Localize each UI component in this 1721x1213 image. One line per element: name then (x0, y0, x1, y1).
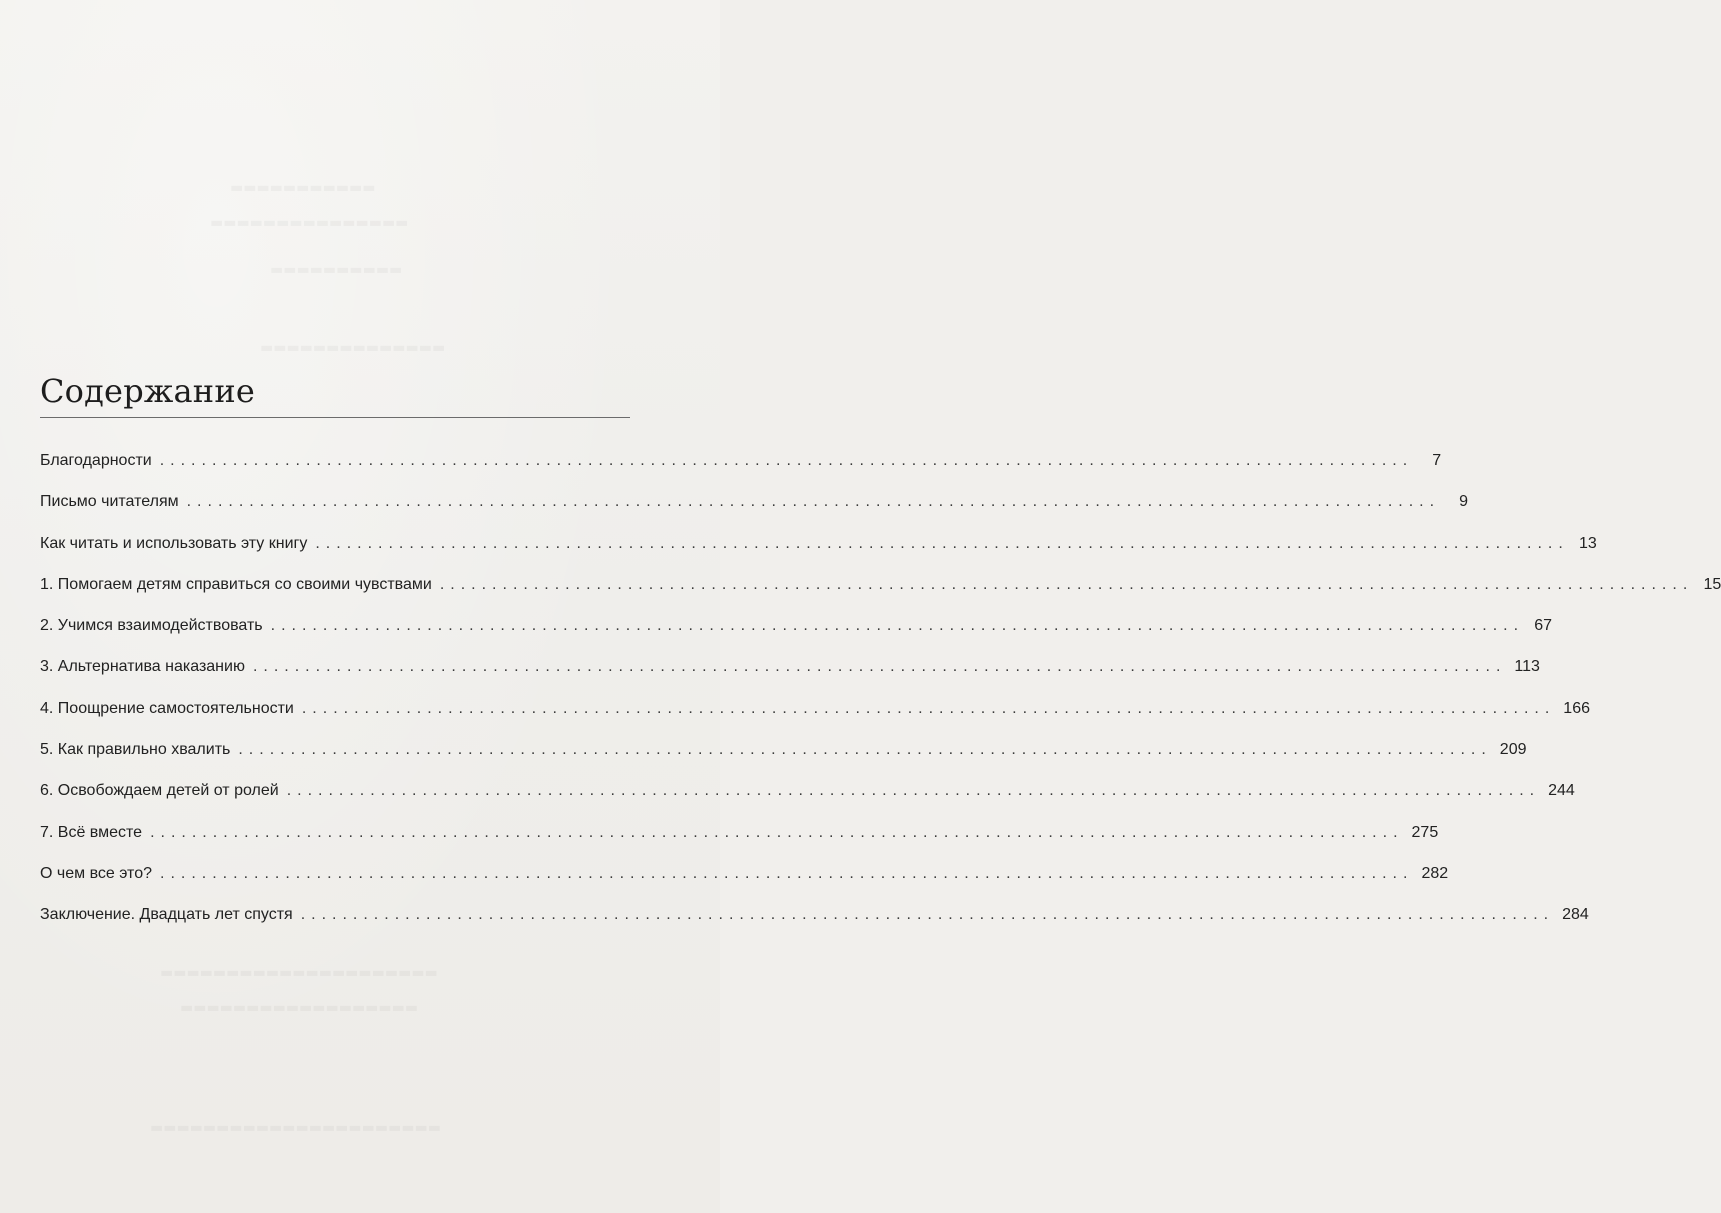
toc-entry[interactable] (40, 729, 1527, 770)
toc-entry-title: 4. Поощрение самостоятельности (40, 699, 294, 717)
toc-entry-title: Письмо читателям (40, 493, 179, 511)
toc-entry[interactable] (40, 564, 1721, 605)
leader-dots: ........................................................................................................................ (270, 617, 1525, 635)
toc-heading: Содержание (40, 372, 255, 410)
toc-entry[interactable] (40, 646, 1540, 687)
leader-dots: ........................................................................................................................ (186, 493, 1441, 511)
toc-entry-page: 113 (1514, 658, 1540, 676)
leader-dots: ........................................................................................................................ (160, 864, 1414, 882)
leader-dots: ........................................................................................................................ (300, 906, 1555, 924)
show-through-decoration (270, 262, 402, 278)
show-through-decoration (210, 215, 408, 231)
show-through-decoration (230, 180, 376, 196)
toc-entry-page: 166 (1563, 699, 1590, 717)
toc-entry-page: 209 (1499, 741, 1527, 759)
toc-entry-page: 275 (1411, 823, 1439, 841)
leader-dots: ........................................................................................................................ (150, 823, 1404, 841)
toc-entry-title: 6. Освобождаем детей от ролей (40, 782, 279, 800)
leader-dots: ........................................................................................................................ (301, 699, 1556, 717)
heading-divider (40, 417, 630, 418)
toc-entry-page: 15 (1703, 575, 1721, 593)
show-through-decoration (180, 1000, 418, 1016)
leader-dots: ........................................................................................................................ (159, 452, 1414, 469)
toc-entry[interactable] (40, 440, 1442, 481)
show-through-decoration (150, 1120, 441, 1136)
toc-entry[interactable] (40, 812, 1439, 853)
leader-dots: ........................................................................................................................ (439, 575, 1694, 593)
toc-entry[interactable] (40, 605, 1553, 646)
toc-entry-page: 282 (1421, 864, 1449, 882)
show-through-decoration (260, 340, 445, 356)
toc-entry-title: 3. Альтернатива наказанию (40, 658, 245, 676)
toc-entry-title: Заключение. Двадцать лет спустя (40, 906, 293, 924)
toc-entry-title: 1. Помогаем детям справиться со своими чувствами (40, 575, 432, 593)
leader-dots: ........................................................................................................................ (238, 741, 1492, 759)
show-through-decoration (160, 965, 438, 981)
toc-entry-page: 284 (1562, 906, 1589, 924)
toc-entry-title: Благодарности (40, 452, 152, 469)
toc-entry[interactable] (40, 481, 1469, 522)
toc-entry-page: 67 (1534, 617, 1553, 635)
toc-entry-title: 2. Учимся взаимодействовать (40, 617, 263, 635)
toc-entry-page: 244 (1548, 782, 1575, 800)
toc-entry[interactable] (40, 894, 1589, 935)
toc-entry[interactable] (40, 523, 1597, 564)
toc-entry-page: 7 (1432, 452, 1442, 469)
toc-entry[interactable] (40, 770, 1575, 811)
toc-entry-title: О чем все это? (40, 864, 152, 882)
toc-entry-title: Как читать и использовать эту книгу (40, 534, 308, 552)
leader-dots: ........................................................................................................................ (286, 782, 1541, 800)
toc-list (40, 440, 1721, 936)
toc-entry-page: 13 (1579, 534, 1597, 552)
toc-entry-title: 5. Как правильно хвалить (40, 741, 231, 759)
toc-entry-page: 9 (1459, 493, 1469, 511)
leader-dots: ........................................................................................................................ (252, 658, 1507, 676)
toc-entry[interactable] (40, 688, 1590, 729)
toc-entry-title: 7. Всё вместе (40, 823, 143, 841)
leader-dots: ........................................................................................................................ (315, 534, 1569, 552)
toc-entry[interactable] (40, 853, 1449, 894)
